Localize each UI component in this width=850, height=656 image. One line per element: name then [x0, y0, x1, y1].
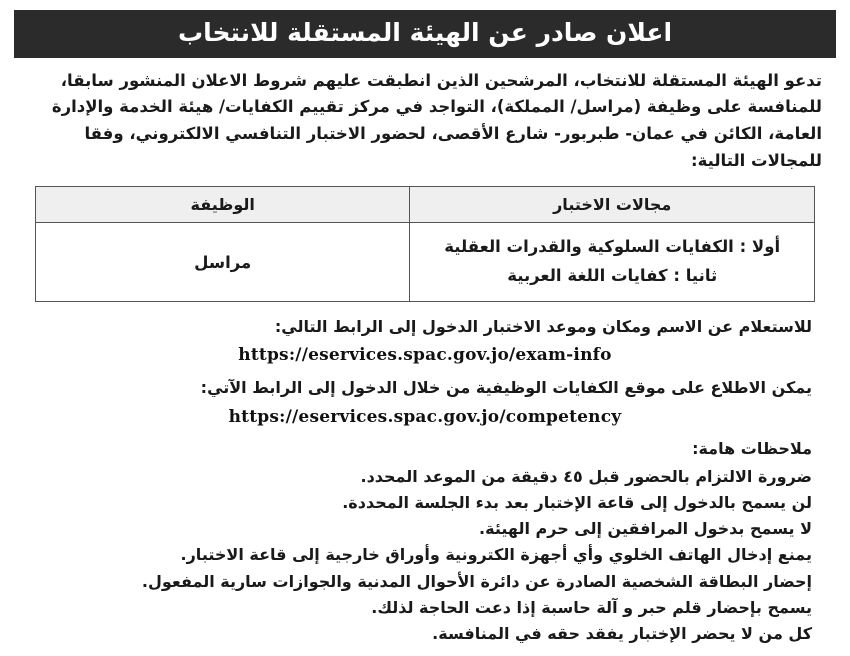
- table-row: [36, 223, 815, 302]
- intro-paragraph-block: [14, 58, 836, 181]
- cell-fields: [410, 223, 815, 302]
- column-header-fields: مجالات الاختبار: [410, 187, 815, 223]
- note-item-1: ضرورة الالتزام بالحضور قبل ٤٥ دقيقة من الموعد المحدد.: [360, 466, 812, 486]
- note-item-3: لا يسمح بدخول المرافقين إلى حرم الهيئة.: [479, 519, 812, 539]
- column-header-job: الوظيفة: [36, 187, 410, 223]
- inquiry-label: للاستعلام عن الاسم ومكان وموعد الاختبار الدخول إلى الرابط التالي:: [274, 317, 812, 337]
- note-item-6: يسمح بإحضار قلم حبر و آلة حاسبة إذا دعت الحاجة لذلك.: [371, 597, 812, 617]
- important-notes-heading: ملاحظات هامة:: [692, 439, 812, 459]
- table-header: [36, 187, 815, 223]
- table-body: [36, 223, 815, 302]
- intro-paragraph: تدعو الهيئة المستقلة للانتخاب، المرشحين الذين انطبقت عليهم شروط الاعلان المنشور سابقا، للمنافسة على وظيفة (مراسل/ المملكة)، التواجد في مركز تقييم الكفايات/ هيئة الخدمة والإدارة العامة، الكائن في عمان- طبربور- شارع الأقصى، لحضور الاختبار التنافسي الالكتروني، وفقا للمجالات التالية:: [51, 70, 822, 170]
- exam-fields-table: [35, 186, 815, 302]
- note-item-2: لن يسمح بالدخول إلى قاعة الإختبار بعد بدء الجلسة المحددة.: [342, 492, 812, 512]
- competency-label: يمكن الاطلاع على موقع الكفايات الوظيفية من خلال الدخول إلى الرابط الآتي:: [200, 378, 812, 398]
- exam-info-link[interactable]: https://eservices.spac.gov.jo/exam-info: [238, 345, 612, 366]
- cell-job: مراسل: [36, 223, 410, 302]
- note-item-7: كل من لا يحضر الإختبار يفقد حقه في المنافسة.: [432, 624, 812, 644]
- table-header-row: [36, 187, 815, 223]
- field-item-2: ثانيا : كفايات اللغة العربية: [507, 266, 718, 286]
- field-item-1: أولا : الكفايات السلوكية والقدرات العقلية: [444, 237, 781, 257]
- competency-link[interactable]: https://eservices.spac.gov.jo/competency: [228, 406, 622, 427]
- header-band: [14, 10, 836, 58]
- page-title: اعلان صادر عن الهيئة المستقلة للانتخاب: [177, 18, 673, 47]
- notes-section: [14, 302, 836, 646]
- note-item-5: إحضار البطاقة الشخصية الصادرة عن دائرة الأحوال المدنية والجوازات سارية المفعول.: [141, 571, 812, 591]
- note-item-4: يمنع إدخال الهاتف الخلوي وأي أجهزة الكترونية وأوراق خارجية إلى قاعة الاختبار.: [180, 545, 812, 565]
